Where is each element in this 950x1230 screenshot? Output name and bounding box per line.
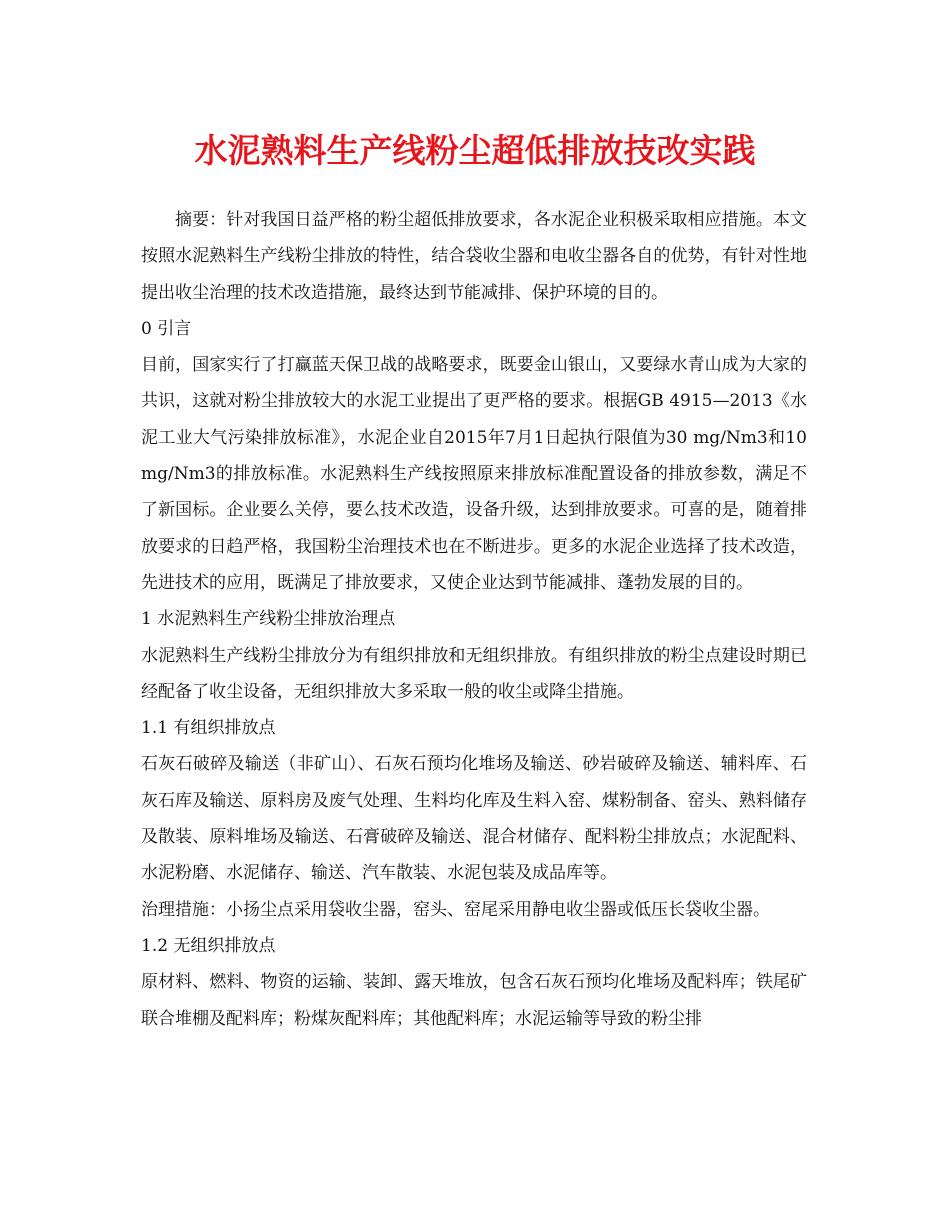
organized-emission-paragraph: 石灰石破碎及输送（非矿山）、石灰石预均化堆场及输送、砂岩破碎及输送、辅料库、石灰石库及输送、原料房及废气处理、生料均化库及生料入窑、煤粉制备、窑头、熟料储存及散装、原料堆场及输送、石膏破碎及输送、混合材储存、配料粉尘排放点；水泥配料、水泥粉磨、水泥储存、输送、汽车散装、水泥包装及成品库等。 <box>141 754 807 884</box>
abstract-paragraph: 摘要：针对我国日益严格的粉尘超低排放要求，各水泥企业积极采取相应措施。本文按照水泥熟料生产线粉尘排放的特性，结合袋收尘器和电收尘器各自的优势，有针对性地提出收尘治理的技术改造措施，最终达到节能减排、保护环境的目的。 <box>141 210 807 303</box>
section-heading-fugitive-emission: 1.2 无组织排放点 <box>141 935 276 956</box>
emission-points-paragraph: 水泥熟料生产线粉尘排放分为有组织排放和无组织排放。有组织排放的粉尘点建设时期已经配备了收尘设备，无组织排放大多采取一般的收尘或降尘措施。 <box>141 645 807 702</box>
section-heading-introduction: 0 引言 <box>141 318 192 339</box>
document-title: 水泥熟料生产线粉尘超低排放技改实践 <box>194 131 756 170</box>
document-body <box>141 202 807 1037</box>
fugitive-emission-paragraph: 原材料、燃料、物资的运输、装卸、露天堆放，包含石灰石预均化堆场及配料库；铁尾矿联合堆棚及配料库；粉煤灰配料库；其他配料库；水泥运输等导致的粉尘排 <box>141 972 807 1029</box>
introduction-paragraph: 目前，国家实行了打赢蓝天保卫战的战略要求，既要金山银山，又要绿水青山成为大家的共识，这就对粉尘排放较大的水泥工业提出了更严格的要求。根据GB 4915—2013《水泥工业大气污染排放标准》，水泥企业自2015年7月1日起执行限值为30 mg/Nm3和10 mg/Nm3的排放标准。水泥熟料生产线按照原来排放标准配置设备的排放参数，满足不了新国标。企业要么关停，要么技术改造，设备升级，达到排放要求。可喜的是，随着排放要求的日趋严格，我国粉尘治理技术也在不断进步。更多的水泥企业选择了技术改造，先进技术的应用，既满足了排放要求，又使企业达到节能减排、蓬勃发展的目的。 <box>141 355 807 593</box>
section-heading-emission-points: 1 水泥熟料生产线粉尘排放治理点 <box>141 609 396 630</box>
treatment-measures-paragraph: 治理措施：小扬尘点采用袋收尘器，窑头、窑尾采用静电收尘器或低压长袋收尘器。 <box>141 899 770 920</box>
section-heading-organized-emission: 1.1 有组织排放点 <box>141 718 276 739</box>
